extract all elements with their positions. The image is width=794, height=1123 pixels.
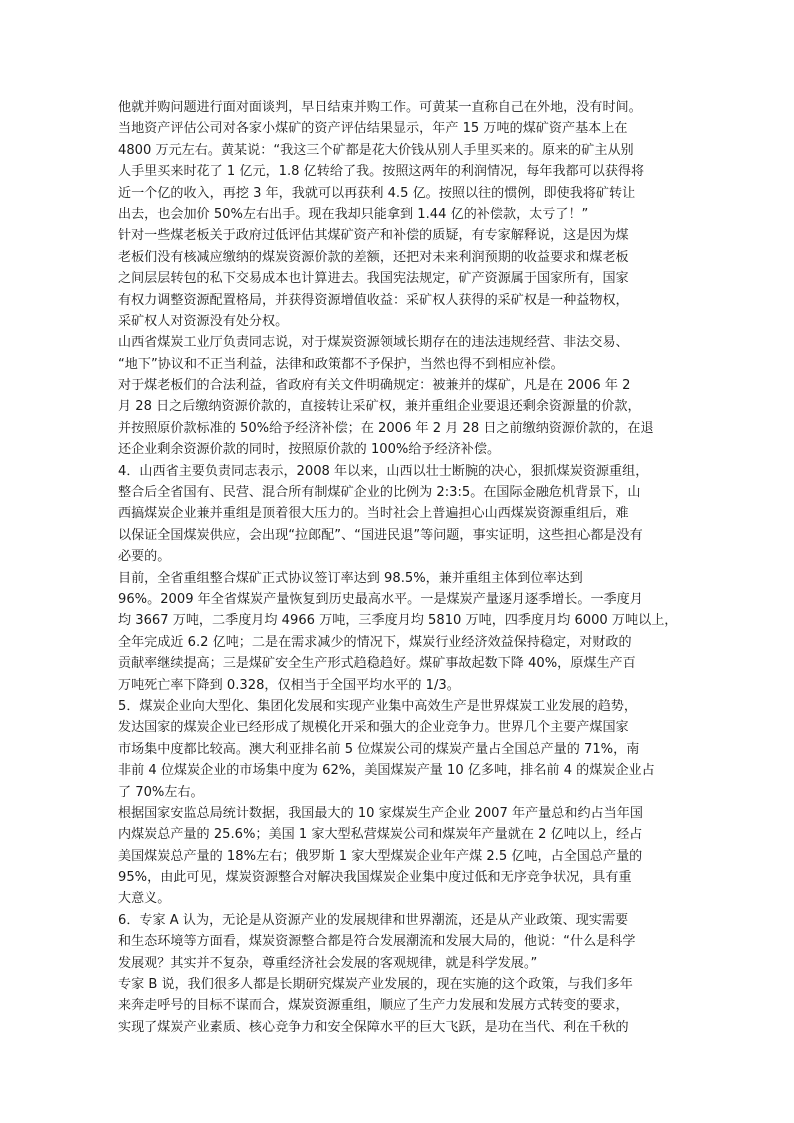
text-line: 之间层层转包的私下交易成本也计算进去。我国宪法规定，矿产资源属于国家所有，国家 (118, 271, 629, 287)
text-line: 4800 万元左右。黄某说：“我这三个矿都是花大价钱从别人手里买来的。原来的矿主从别 (118, 142, 634, 158)
text-line: “地下”协议和不正当利益，法律和政策都不予保护，当然也得不到相应补偿。 (118, 356, 564, 372)
text-line: 来奔走呼号的目标不谋而合，煤炭资源重组，顺应了生产力发展和发展方式转变的要求， (118, 998, 629, 1014)
text-line: 万吨死亡率下降到 0.328，仅相当于全国平均水平的 1/3。 (118, 677, 460, 693)
text-line: 采矿权人对资源没有处分权。 (118, 313, 289, 329)
text-line: 以保证全国煤炭供应，会出现“拉郎配”、“国进民退”等问题，事实证明，这些担心都是没有 (118, 527, 643, 543)
text-line: 发达国家的煤炭企业已经形成了规模化开采和强大的企业竞争力。世界几个主要产煤国家 (118, 720, 629, 736)
text-line: 贡献率继续提高；三是煤矿安全生产形式趋稳趋好。煤矿事故起数下降 40%，原煤生产百 (118, 656, 636, 672)
text-line: 山西省煤炭工业厅负责同志说，对于煤炭资源领域长期存在的违法违规经营、非法交易、 (118, 335, 629, 351)
text-line: 5．煤炭企业向大型化、集团化发展和实现产业集中高效生产是世界煤炭工业发展的趋势， (118, 698, 637, 714)
text-line: 有权力调整资源配置格局，并获得资源增值收益：采矿权人获得的采矿权是一种益物权， (118, 292, 629, 308)
text-line: 整合后全省国有、民营、混合所有制煤矿企业的比例为 2:3:5。在国际金融危机背景下，山 (118, 485, 641, 501)
text-line: 对于煤老板们的合法利益，省政府有关文件明确规定：被兼并的煤矿，凡是在 2006 年 2 (118, 378, 631, 394)
document-body (118, 97, 688, 1038)
text-line: 老板们没有核减应缴纳的煤炭资源价款的差额，还把对未来利润预期的收益要求和煤老板 (118, 249, 629, 265)
text-line: 月 28 日之后缴纳资源价款的，直接转让采矿权，兼并重组企业要退还剩余资源量的价款， (118, 399, 641, 415)
text-line: 了 70%左右。 (118, 784, 204, 800)
text-line: 专家 B 说，我们很多人都是长期研究煤炭产业发展的，现在实施的这个政策，与我们多年 (118, 977, 633, 993)
text-line: 根据国家安监总局统计数据，我国最大的 10 家煤炭生产企业 2007 年产量总和约占当年国 (118, 805, 643, 821)
text-line: 美国煤炭总产量的 18%左右；俄罗斯 1 家大型煤炭企业年产煤 2.5 亿吨，占全国总产量的 (118, 848, 643, 864)
text-line: 非前 4 位煤炭企业的市场集中度为 62%，美国煤炭产量 10 亿多吨，排名前 4 的煤炭企业占 (118, 763, 655, 779)
text-line: 出去，也会加价 50%左右出手。现在我却只能拿到 1.44 亿的补偿款，太亏了！” (118, 206, 589, 222)
text-line: 6．专家 A 认为，无论是从资源产业的发展规律和世界潮流，还是从产业政策、现实需要 (118, 912, 629, 928)
text-line: 4．山西省主要负责同志表示，2008 年以来，山西以壮士断腕的决心，狠抓煤炭资源重组， (118, 463, 649, 479)
text-line: 和生态环境等方面看，煤炭资源整合都是符合发展潮流和发展大局的，他说：“什么是科学 (118, 934, 636, 950)
text-line: 均 3667 万吨，二季度月均 4966 万吨，三季度月均 5810 万吨，四季度月均 6000 万吨以上， (118, 613, 678, 629)
text-line: 96%。2009 年全省煤炭产量恢复到历史最高水平。一是煤炭产量逐月逐季增长。一季度月 (118, 591, 643, 607)
text-line: 大意义。 (118, 891, 171, 907)
text-line: 发展观？其实并不复杂，尊重经济社会发展的客观规律，就是科学发展。” (118, 955, 538, 971)
text-line: 他就并购问题进行面对面谈判，早日结束并购工作。可黄某一直称自己在外地，没有时间。 (118, 100, 642, 115)
text-line: 当地资产评估公司对各家小煤矿的资产评估结果显示，年产 15 万吨的煤矿资产基本上在 (118, 121, 628, 137)
text-line: 全年完成近 6.2 亿吨；二是在需求减少的情况下，煤炭行业经济效益保持稳定，对财政的 (118, 634, 632, 650)
text-line: 市场集中度都比较高。澳大利亚排名前 5 位煤炭公司的煤炭产量占全国总产量的 71%，南 (118, 741, 640, 757)
text-line: 还企业剩余资源价款的同时，按照原价款的 100%给予经济补偿。 (118, 442, 501, 458)
text-line: 并按照原价款标准的 50%给予经济补偿；在 2006 年 2 月 28 日之前缴纳资源价款的，在退 (118, 420, 654, 436)
text-line: 95%，由此可见，煤炭资源整合对解决我国煤炭企业集中度过低和无序竞争状况，具有重 (118, 870, 632, 886)
text-line: 目前，全省重组整合煤矿正式协议签订率达到 98.5%，兼并重组主体到位率达到 (118, 570, 583, 586)
text-line: 实现了煤炭产业素质、核心竞争力和安全保障水平的巨大飞跃，是功在当代、利在千秋的 (118, 1019, 629, 1035)
text-line: 针对一些煤老板关于政府过低评估其煤矿资产和补偿的质疑，有专家解释说，这是因为煤 (118, 228, 629, 244)
text-line: 必要的。 (118, 549, 171, 565)
text-line: 人手里买来时花了 1 亿元，1.8 亿转给了我。按照这两年的利润情况，每年我都可以获得将 (118, 164, 645, 180)
text-line: 近一个亿的收入，再挖 3 年，我就可以再获利 4.5 亿。按照以往的惯例，即使我将矿转让 (118, 185, 636, 201)
text-line: 西搞煤炭企业兼并重组是顶着很大压力的。当时社会上普遍担心山西煤炭资源重组后，难 (118, 506, 629, 522)
text-line: 内煤炭总产量的 25.6%；美国 1 家大型私营煤炭公司和煤炭年产量就在 2 亿吨以上，经占 (118, 827, 643, 843)
